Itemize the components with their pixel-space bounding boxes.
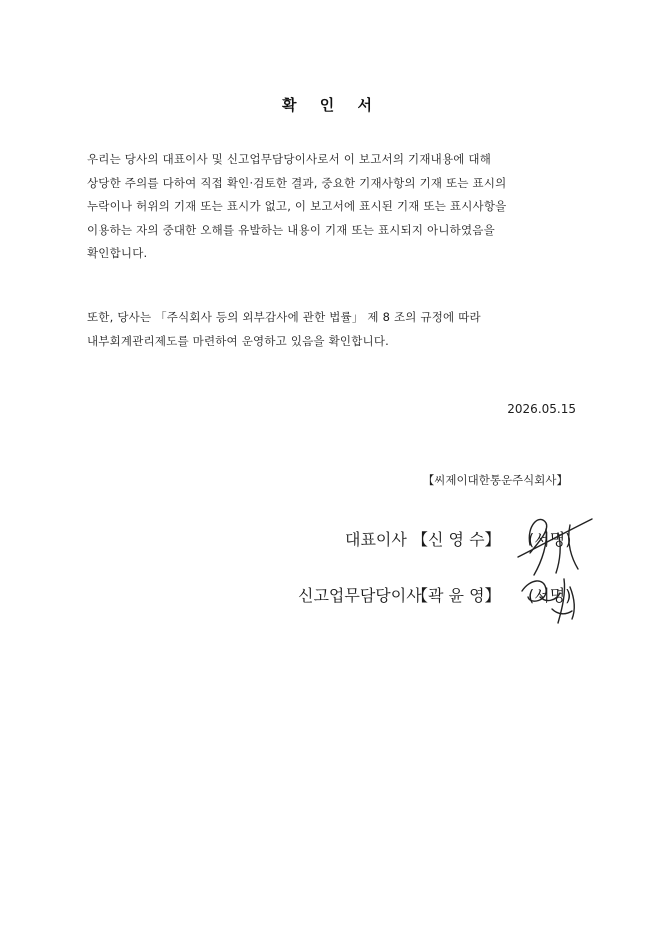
handwritten-signature-icon <box>500 505 610 635</box>
paragraph-line: 또한, 당사는 「주식회사 등의 외부감사에 관한 법률」 제 8 조의 규정에 따라 <box>87 310 481 324</box>
internal-control-paragraph <box>87 306 607 353</box>
confirmation-paragraph <box>87 148 607 266</box>
document-title: 확 인 서 <box>282 96 381 114</box>
signatory-name-ceo: 【신 영 수】 <box>412 530 501 549</box>
signature-label-ceo: (서명) <box>528 530 572 549</box>
paragraph-line: 우리는 당사의 대표이사 및 신고업무담당이사로서 이 보고서의 기재내용에 대해 <box>87 152 492 166</box>
signature-label-reporting-director: (서명) <box>528 586 572 605</box>
paragraph-line: 내부회계관리제도를 마련하여 운영하고 있음을 확인합니다. <box>87 333 389 348</box>
company-name: 【씨제이대한통운주식회사】 <box>422 473 568 487</box>
signatory-role-reporting-director: 신고업무담당이사 <box>298 586 422 605</box>
paragraph-line: 상당한 주의를 다하여 직접 확인·검토한 결과, 중요한 기재사항의 기재 또는 표시의 <box>87 175 507 190</box>
paragraph-line: 확인합니다. <box>87 246 148 260</box>
signatory-name-reporting-director: 【곽 윤 영】 <box>412 586 501 605</box>
signatory-role-ceo: 대표이사 <box>345 530 407 549</box>
paragraph-line: 누락이나 허위의 기재 또는 표시가 없고, 이 보고서에 표시된 기재 또는 표시사항을 <box>87 199 507 213</box>
document-date: 2026.05.15 <box>507 402 576 416</box>
paragraph-line: 이용하는 자의 중대한 오해를 유발하는 내용이 기재 또는 표시되지 아니하였음을 <box>87 222 495 237</box>
